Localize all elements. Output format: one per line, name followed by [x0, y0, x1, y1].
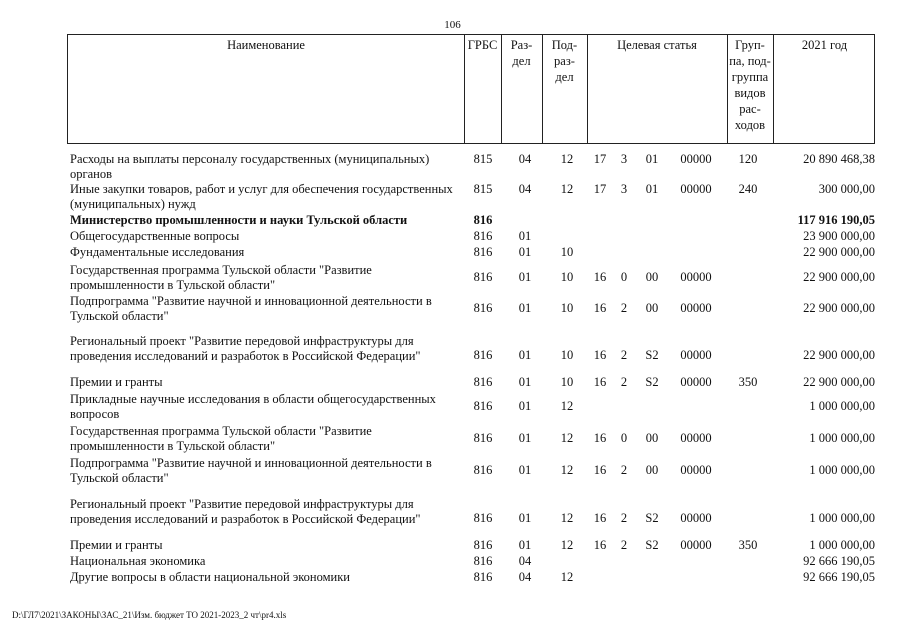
row-podrazdel: 12	[560, 182, 574, 196]
header-razdel-line: Раз-	[510, 38, 533, 52]
row-amount: 92 666 190,05	[803, 554, 875, 568]
row-podrazdel: 12	[560, 511, 574, 525]
header-podrazdel-line: раз-	[554, 54, 575, 68]
row-grbs: 816	[473, 570, 493, 584]
header-podrazdel	[542, 35, 587, 143]
row-podrazdel: 12	[560, 463, 574, 477]
row-podrazdel: 12	[560, 152, 574, 166]
row-podrazdel: 12	[560, 431, 574, 445]
row-name: Национальная экономика	[70, 554, 206, 568]
row-razdel: 01	[518, 375, 532, 389]
row-name: Фундаментальные исследования	[70, 245, 245, 259]
row-razdel: 04	[518, 182, 532, 196]
row-cs2: 3	[620, 152, 628, 166]
row-grbs: 816	[473, 301, 493, 315]
table-header	[67, 34, 875, 144]
header-grbs: ГРБС	[467, 38, 498, 52]
row-razdel: 01	[518, 511, 532, 525]
row-amount: 22 900 000,00	[803, 301, 875, 315]
row-podrazdel: 10	[560, 270, 574, 284]
row-grbs: 816	[473, 538, 493, 552]
row-grbs: 816	[473, 511, 493, 525]
row-cs1: 16	[593, 375, 607, 389]
row-cs3: 01	[645, 152, 659, 166]
row-podrazdel: 10	[560, 375, 574, 389]
header-year: 2021 год	[801, 38, 848, 52]
file-path-footer: D:\ГЛ7\2021\ЗАКОНЫ\ЗАС_21\Изм. бюджет ТО 2021-2023_2 чт\pr4.xls	[12, 610, 287, 620]
row-razdel: 04	[518, 554, 532, 568]
row-cs3: S2	[645, 348, 659, 362]
row-razdel: 01	[518, 399, 532, 413]
row-vr: 350	[738, 375, 758, 389]
row-cs3: 00	[645, 431, 659, 445]
row-grbs: 816	[473, 270, 493, 284]
row-cs1: 16	[593, 431, 607, 445]
row-cs4: 00000	[680, 152, 712, 166]
row-grbs: 816	[473, 229, 493, 243]
row-name: Региональный проект "Развитие передовой инфраструктуры для проведения исследований и разработок в Российской Федерации"	[70, 334, 421, 363]
row-podrazdel: 12	[560, 538, 574, 552]
row-cs3: 00	[645, 463, 659, 477]
row-amount: 300 000,00	[818, 182, 875, 196]
row-cs3: S2	[645, 375, 659, 389]
row-vr: 120	[738, 152, 758, 166]
row-grbs: 816	[473, 399, 493, 413]
row-cs2: 2	[620, 538, 628, 552]
row-cs4: 00000	[680, 431, 712, 445]
row-cs4: 00000	[680, 375, 712, 389]
row-grbs: 816	[473, 431, 493, 445]
row-razdel: 01	[518, 463, 532, 477]
row-grbs: 816	[473, 213, 493, 227]
row-name: Подпрограмма "Развитие научной и инновационной деятельности в Тульской области"	[70, 294, 432, 323]
row-podrazdel: 10	[560, 245, 574, 259]
row-cs4: 00000	[680, 348, 712, 362]
row-cs3: 00	[645, 270, 659, 284]
row-name: Премии и гранты	[70, 538, 163, 552]
row-podrazdel: 10	[560, 301, 574, 315]
row-cs3: S2	[645, 538, 659, 552]
row-amount: 22 900 000,00	[803, 375, 875, 389]
row-grbs: 816	[473, 375, 493, 389]
row-cs4: 00000	[680, 182, 712, 196]
row-cs1: 16	[593, 463, 607, 477]
row-cs2: 3	[620, 182, 628, 196]
row-amount: 22 900 000,00	[803, 270, 875, 284]
header-gruppa-line: группа	[731, 70, 769, 84]
page-number: 106	[444, 19, 461, 31]
row-name: Другие вопросы в области национальной экономики	[70, 570, 350, 584]
row-cs1: 17	[593, 182, 607, 196]
header-podrazdel-line: дел	[555, 70, 574, 84]
row-cs4: 00000	[680, 538, 712, 552]
row-vr: 240	[738, 182, 758, 196]
row-cs3: 01	[645, 182, 659, 196]
row-amount: 20 890 468,38	[803, 152, 875, 166]
row-cs1: 16	[593, 538, 607, 552]
header-gruppa-line: рас-	[739, 102, 761, 116]
row-amount: 1 000 000,00	[809, 538, 875, 552]
header-gruppa-line: видов	[734, 86, 766, 100]
row-razdel: 01	[518, 431, 532, 445]
row-name: Министерство промышленности и науки Тульской области	[70, 213, 408, 227]
row-cs4: 00000	[680, 270, 712, 284]
row-grbs: 816	[473, 348, 493, 362]
row-razdel: 01	[518, 348, 532, 362]
row-cs2: 2	[620, 301, 628, 315]
row-cs3: 00	[645, 301, 659, 315]
row-grbs: 815	[473, 152, 493, 166]
row-amount: 22 900 000,00	[803, 245, 875, 259]
row-cs3: S2	[645, 511, 659, 525]
header-razdel	[501, 35, 542, 143]
header-razdel-line: дел	[512, 54, 531, 68]
row-amount: 1 000 000,00	[809, 511, 875, 525]
row-cs2: 2	[620, 348, 628, 362]
row-name: Расходы на выплаты персоналу государственных (муниципальных) органов	[70, 152, 430, 181]
row-amount: 92 666 190,05	[803, 570, 875, 584]
row-grbs: 816	[473, 463, 493, 477]
row-cs2: 0	[620, 431, 628, 445]
row-name: Государственная программа Тульской области "Развитие промышленности в Тульской области"	[70, 263, 372, 292]
row-cs1: 16	[593, 348, 607, 362]
row-amount: 117 916 190,05	[797, 213, 875, 227]
row-cs4: 00000	[680, 511, 712, 525]
row-cs1: 16	[593, 301, 607, 315]
row-razdel: 04	[518, 570, 532, 584]
row-amount: 1 000 000,00	[809, 399, 875, 413]
row-razdel: 01	[518, 301, 532, 315]
row-cs2: 2	[620, 511, 628, 525]
row-cs4: 00000	[680, 463, 712, 477]
row-amount: 1 000 000,00	[809, 463, 875, 477]
row-grbs: 815	[473, 182, 493, 196]
row-podrazdel: 12	[560, 399, 574, 413]
row-razdel: 04	[518, 152, 532, 166]
row-cs1: 16	[593, 511, 607, 525]
row-vr: 350	[738, 538, 758, 552]
row-cs2: 2	[620, 463, 628, 477]
row-name: Региональный проект "Развитие передовой инфраструктуры для проведения исследований и разработок в Российской Федерации"	[70, 497, 421, 526]
row-name: Прикладные научные исследования в области общегосударственных вопросов	[70, 392, 436, 421]
row-cs2: 0	[620, 270, 628, 284]
row-podrazdel: 10	[560, 348, 574, 362]
row-amount: 1 000 000,00	[809, 431, 875, 445]
row-name: Премии и гранты	[70, 375, 163, 389]
header-gruppa-line: па, под-	[729, 54, 771, 68]
row-amount: 22 900 000,00	[803, 348, 875, 362]
row-amount: 23 900 000,00	[803, 229, 875, 243]
row-razdel: 01	[518, 270, 532, 284]
row-cs2: 2	[620, 375, 628, 389]
row-podrazdel: 12	[560, 570, 574, 584]
row-cs1: 17	[593, 152, 607, 166]
row-name: Государственная программа Тульской области "Развитие промышленности в Тульской области"	[70, 424, 372, 453]
header-podrazdel-line: Под-	[551, 38, 578, 52]
header-gruppa-line: Груп-	[735, 38, 765, 52]
row-name: Общегосударственные вопросы	[70, 229, 240, 243]
header-gruppa-line: ходов	[734, 118, 766, 132]
row-grbs: 816	[473, 554, 493, 568]
row-name: Подпрограмма "Развитие научной и инновационной деятельности в Тульской области"	[70, 456, 432, 485]
row-name: Иные закупки товаров, работ и услуг для обеспечения государственных (муниципальных) нужд	[70, 182, 453, 211]
row-razdel: 01	[518, 245, 532, 259]
row-cs4: 00000	[680, 301, 712, 315]
row-grbs: 816	[473, 245, 493, 259]
header-gruppa	[727, 35, 773, 143]
header-name: Наименование	[227, 38, 305, 52]
row-razdel: 01	[518, 538, 532, 552]
header-celevaya: Целевая статья	[617, 38, 697, 52]
row-cs1: 16	[593, 270, 607, 284]
row-razdel: 01	[518, 229, 532, 243]
